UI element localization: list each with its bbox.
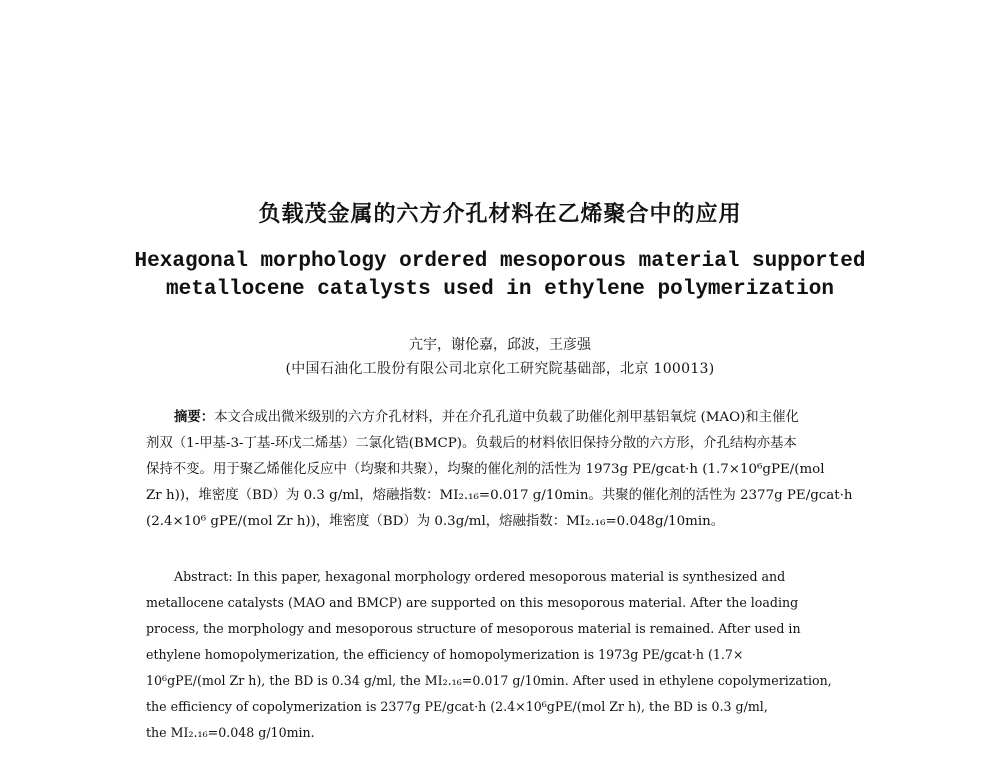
author-list: 亢宇，谢伦嘉，邱波，王彦强	[409, 337, 591, 353]
chinese-abstract-line: Zr h))，堆密度（BD）为 0.3 g/ml，熔融指数：MI₂.₁₆=0.017 g/10min。共聚的催化剂的活性为 2377g PE/gcat·h	[146, 488, 853, 503]
english-title-line-2: metallocene catalysts used in ethylene polymerization	[166, 278, 834, 301]
chinese-abstract	[146, 404, 853, 535]
chinese-abstract-line: 摘要：本文合成出微米级别的六方介孔材料，并在介孔孔道中负载了助催化剂甲基铝氧烷 (MAO)和主催化	[174, 409, 799, 425]
english-abstract-line: the MI₂.₁₆=0.048 g/10min.	[146, 725, 315, 740]
english-abstract-line: ethylene homopolymerization, the efficiency of homopolymerization is 1973g PE/gcat·h (1.7×	[146, 647, 744, 662]
english-title	[0, 248, 1000, 304]
chinese-abstract-label: 摘要：	[174, 409, 215, 425]
english-title-line-1: Hexagonal morphology ordered mesoporous material supported	[134, 250, 866, 273]
chinese-abstract-line: (2.4×10⁶ gPE/(mol Zr h))，堆密度（BD）为 0.3g/ml，熔融指数：MI₂.₁₆=0.048g/10min。	[146, 514, 725, 529]
english-abstract-line: the efficiency of copolymerization is 2377g PE/gcat·h (2.4×10⁶gPE/(mol Zr h), the BD is 0.3 g/ml,	[146, 699, 768, 714]
english-abstract-line: Abstract: In this paper, hexagonal morphology ordered mesoporous material is synthesized and	[174, 569, 786, 584]
english-abstract-line: process, the morphology and mesoporous structure of mesoporous material is remained. After used in	[146, 621, 801, 636]
english-abstract	[146, 564, 846, 746]
chinese-abstract-line: 剂双（1-甲基-3-丁基-环戊二烯基）二氯化锆(BMCP)。负载后的材料依旧保持分散的六方形，介孔结构亦基本	[146, 436, 797, 451]
chinese-abstract-line: 保持不变。用于聚乙烯催化反应中（均聚和共聚），均聚的催化剂的活性为 1973g PE/gcat·h (1.7×10⁶gPE/(mol	[146, 462, 825, 477]
chinese-title: 负载茂金属的六方介孔材料在乙烯聚合中的应用	[258, 202, 742, 227]
english-abstract-line: metallocene catalysts (MAO and BMCP) are supported on this mesoporous material. After the loading	[146, 595, 799, 610]
author-affiliation: (中国石油化工股份有限公司北京化工研究院基础部，北京 100013)	[285, 361, 715, 377]
english-abstract-line: 10⁶gPE/(mol Zr h), the BD is 0.34 g/ml, the MI₂.₁₆=0.017 g/10min. After used in ethylene copolymerization,	[146, 673, 832, 688]
